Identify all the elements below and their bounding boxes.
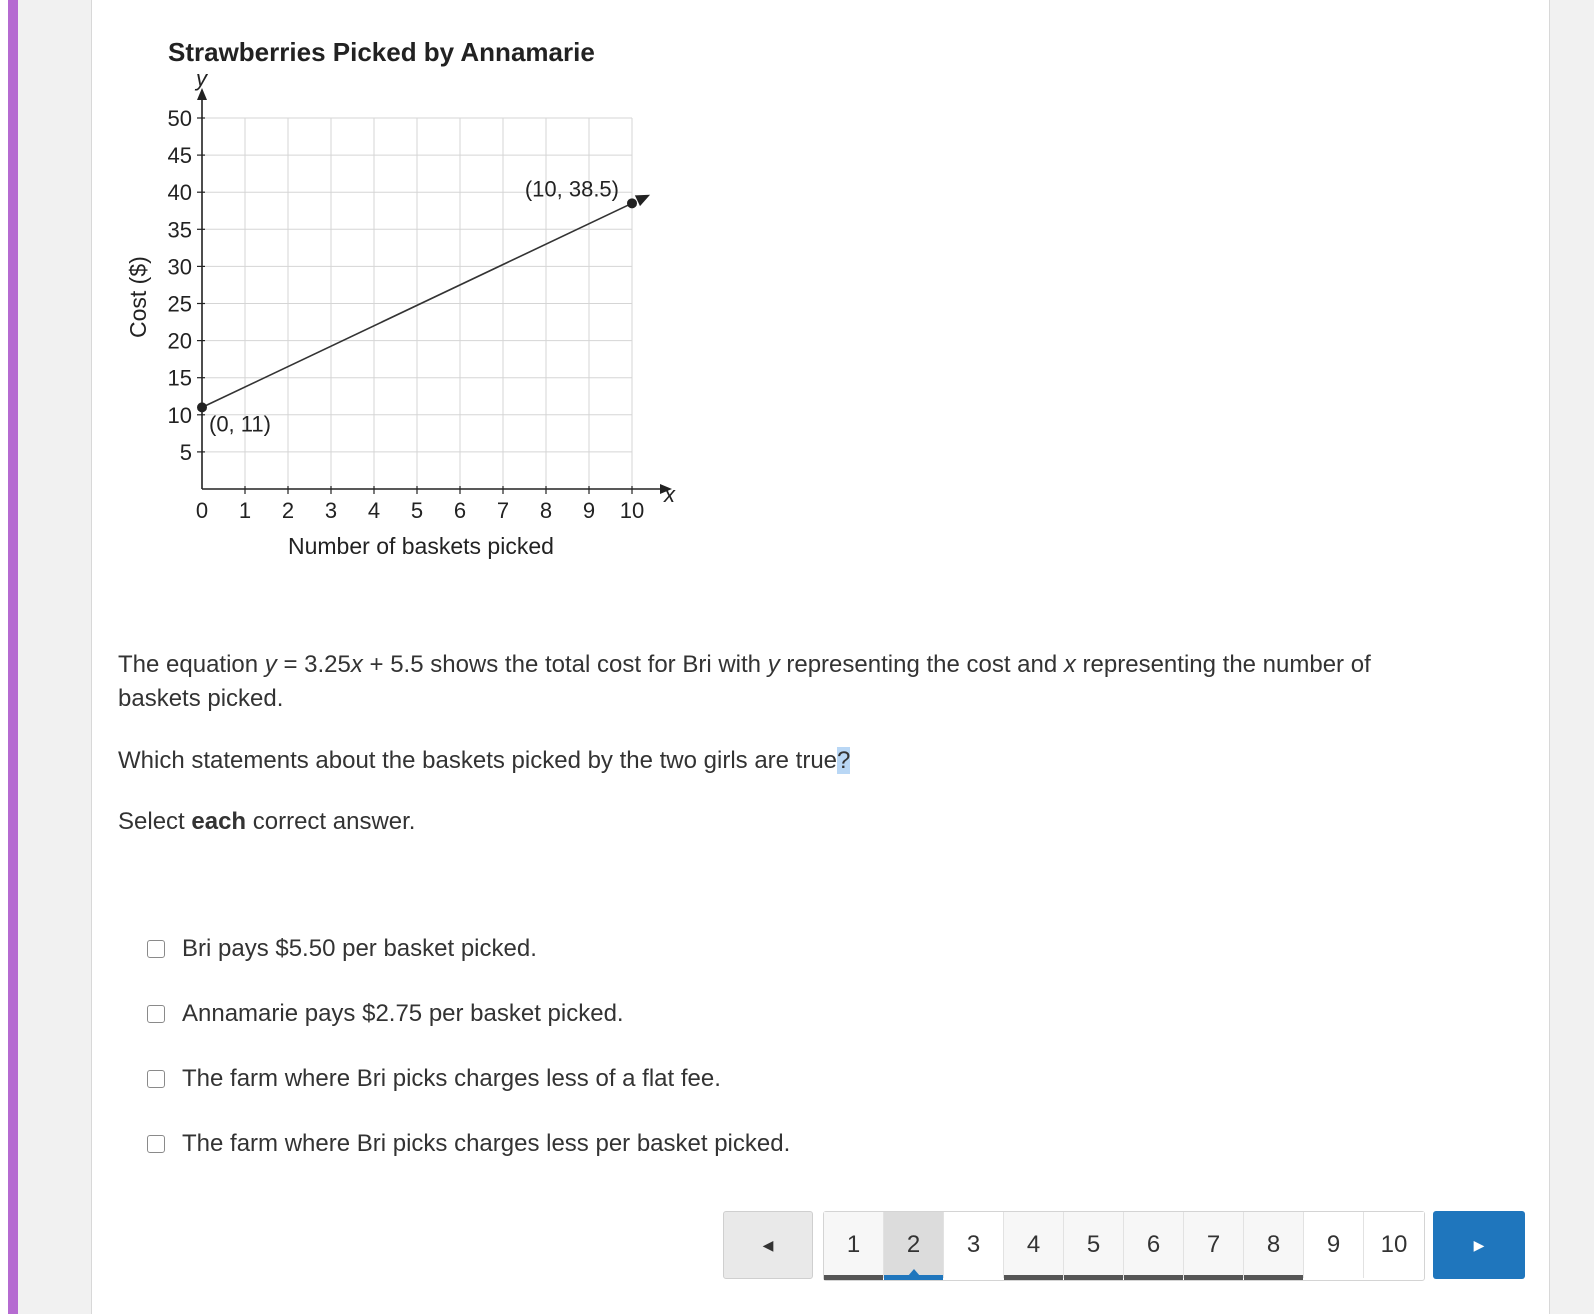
x-tick-label: 3 [324,498,338,523]
y-axis-letter: y [196,66,207,91]
page-underline [1124,1275,1183,1280]
current-page-caret-icon [908,1269,920,1276]
chart-title: Strawberries Picked by Annamarie [168,37,595,67]
instruction-text: Select each correct answer. [118,808,416,835]
page-underline [1064,1275,1123,1280]
page-underline [1184,1275,1243,1280]
point-annotation: (10, 38.5) [524,176,619,202]
previous-button[interactable] [723,1211,813,1279]
x-tick-label: 2 [281,498,295,523]
page-10[interactable]: 10 [1364,1212,1424,1278]
x-tick-label: 8 [539,498,553,523]
data-point [197,402,207,412]
page-underline [1004,1275,1063,1280]
y-tick-label: 15 [167,365,192,391]
y-tick-label: 35 [167,217,192,243]
strawberries-chart [112,28,732,588]
x-tick-label: 6 [453,498,467,523]
page-3[interactable]: 3 [944,1212,1004,1278]
chart-series [197,176,650,436]
y-tick-label: 50 [167,106,192,131]
y-tick-label: 30 [167,254,192,280]
page-list [823,1211,1425,1281]
page-6[interactable]: 6 [1124,1212,1184,1278]
x-tick-label: 5 [410,498,424,523]
x-tick-label: 10 [619,498,645,523]
page-5[interactable]: 5 [1064,1212,1124,1278]
y-axis-label: Cost ($) [125,256,151,338]
x-tick-label: 0 [195,498,209,523]
x-axis-label: Number of baskets picked [288,533,554,559]
page-8[interactable]: 8 [1244,1212,1304,1278]
page-1[interactable]: 1 [824,1212,884,1278]
x-tick-label: 9 [582,498,596,523]
question-panel [92,0,1549,1314]
x-axis-letter: x [664,482,675,507]
page-underline [824,1275,883,1280]
choice-label: The farm where Bri picks charges less of a flat fee. [182,1065,721,1092]
page-7[interactable]: 7 [1184,1212,1244,1278]
x-tick-label: 4 [367,498,381,523]
x-tick-label: 7 [496,498,510,523]
answer-choice-2[interactable] [147,997,624,1031]
equation-statement: The equation y = 3.25x + 5.5 shows the total cost for Bri with y representing the cost and x representing the number of baskets picked. [118,651,1371,712]
next-button[interactable] [1433,1211,1525,1279]
y-tick-label: 25 [167,291,192,317]
question-text: Which statements about the baskets picked by the two girls are true? [118,747,851,774]
y-tick-label: 45 [167,143,192,169]
right-rail [1549,0,1594,1314]
y-tick-label: 5 [179,439,192,465]
y-tick-label: 20 [167,328,192,354]
checkbox[interactable] [147,1005,165,1023]
page-9[interactable]: 9 [1304,1212,1364,1278]
answer-choice-1[interactable] [147,932,537,966]
previous-arrow-icon: ◀ [762,1236,774,1253]
choice-label: The farm where Bri picks charges less per basket picked. [182,1130,791,1157]
accent-bar [8,0,18,1314]
checkbox[interactable] [147,1070,165,1088]
data-point [627,198,637,208]
answer-choice-4[interactable] [147,1127,790,1161]
choice-label: Annamarie pays $2.75 per basket picked. [182,1000,624,1027]
chart-ticks [168,106,645,523]
y-tick-label: 10 [167,402,192,428]
y-tick-label: 40 [167,180,192,206]
choice-label: Bri pays $5.50 per basket picked. [182,935,537,962]
page-4[interactable]: 4 [1004,1212,1064,1278]
page-underline [1244,1275,1303,1280]
point-annotation: (0, 11) [209,411,271,437]
left-rail [18,0,92,1314]
answer-choice-3[interactable] [147,1062,721,1096]
page-2[interactable]: 2 [884,1212,944,1278]
series-arrow [635,195,650,206]
checkbox[interactable] [147,1135,165,1153]
next-arrow-icon: ▶ [1473,1236,1485,1253]
checkbox[interactable] [147,940,165,958]
x-tick-label: 1 [238,498,252,523]
